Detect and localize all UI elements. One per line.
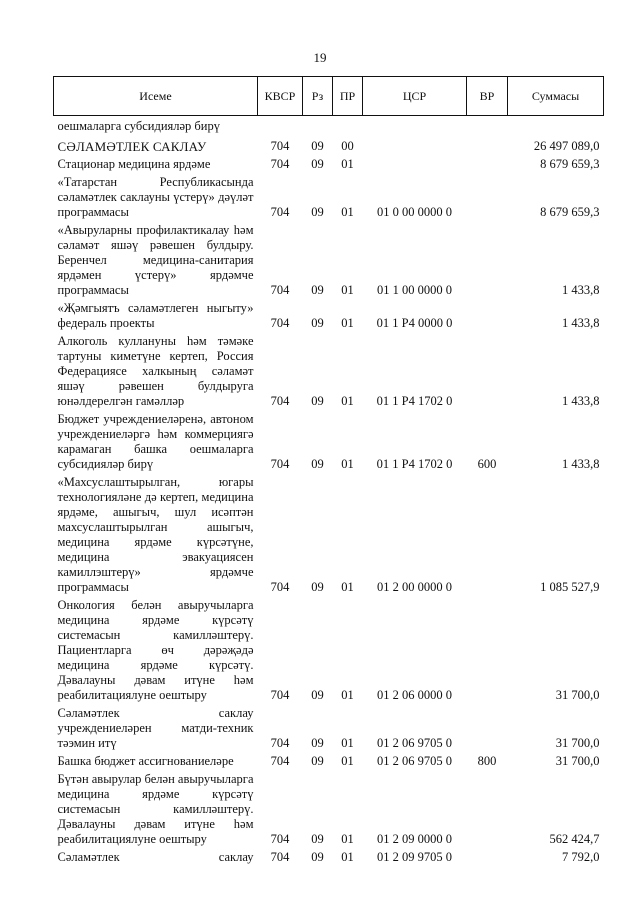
- table-row: [54, 134, 604, 154]
- row-sum: 8 679 659,3: [540, 157, 600, 171]
- row-rz: 09: [311, 316, 324, 330]
- row-rz: 09: [311, 580, 324, 594]
- row-csr: 01 2 00 0000 0: [377, 580, 452, 594]
- row-pr: 01: [341, 316, 354, 330]
- row-vr: [467, 703, 508, 751]
- row-rz: 09: [311, 832, 324, 846]
- row-rz: [303, 116, 333, 135]
- row-csr: 01 1 P4 1702 0: [376, 457, 453, 471]
- row-kvsr: 704: [270, 580, 290, 594]
- row-pr: 01: [341, 394, 354, 408]
- row-vr: 600: [477, 457, 497, 471]
- row-pr: 01: [341, 205, 354, 219]
- row-name: Бүтән авырулар белән авыручыларга медицина ярдәме күрсәтү системасын камилләштерү. Дәвалауны дәвам итүне һәм реабилитациялуне оештыру: [57, 772, 254, 846]
- table-row: [54, 116, 604, 135]
- row-csr: 01 2 06 0000 0: [377, 688, 452, 702]
- row-sum: 1 433,8: [562, 283, 600, 297]
- row-csr: 01 2 06 9705 0: [377, 736, 452, 750]
- header-rz: Рз: [303, 77, 333, 116]
- row-vr: [467, 134, 508, 154]
- row-name: Алкоголь куллануны һәм тәмәке тартуны киметүне кертеп, Россия Федерациясе халкының сәламәт яшәү рәвешен булдыруга юнәлдерелгән гамәлләр: [57, 334, 254, 408]
- row-pr: 00: [341, 139, 354, 153]
- row-sum: 31 700,0: [555, 688, 600, 702]
- row-csr: 01 1 P4 0000 0: [376, 316, 453, 330]
- row-vr: [467, 116, 508, 135]
- table-body: [54, 116, 604, 866]
- table-row: [54, 298, 604, 331]
- row-vr: [467, 847, 508, 865]
- header-sum: Суммасы: [508, 77, 604, 116]
- row-sum: 31 700,0: [555, 736, 600, 750]
- table-row: [54, 751, 604, 769]
- row-vr: [467, 154, 508, 172]
- row-pr: 01: [341, 688, 354, 702]
- row-csr: 01 2 09 9705 0: [377, 850, 452, 864]
- header-kvsr: КВСР: [258, 77, 303, 116]
- row-sum: 1 085 527,9: [540, 580, 600, 594]
- row-name: Сәламәтлек саклау учреждениеләрен матди-техник тәэмин итү: [57, 706, 254, 750]
- row-rz: 09: [311, 205, 324, 219]
- row-sum: 31 700,0: [555, 754, 600, 768]
- table-row: [54, 847, 604, 865]
- row-pr: 01: [341, 283, 354, 297]
- row-csr: 01 1 00 0000 0: [377, 283, 452, 297]
- row-name: «Җәмгыятъ сәламәтлеген ныгыту» федераль проекты: [57, 301, 254, 330]
- row-vr: 800: [477, 754, 497, 768]
- table-header: [54, 77, 604, 116]
- header-name: Исеме: [54, 77, 258, 116]
- row-name: Онкология белән авыручыларга медицина ярдәме күрсәтү системасын камилләштерү. Пациентларга өч дәрәҗәдә медицина ярдәме күрсәтү. Дәвалауны дәвам итүне һәм реабилитациялуне оештыру: [57, 598, 254, 702]
- row-sum: 7 792,0: [562, 850, 600, 864]
- row-vr: [467, 769, 508, 847]
- page-number: 19: [313, 50, 327, 65]
- row-vr: [467, 172, 508, 220]
- row-sum: 8 679 659,3: [540, 205, 600, 219]
- row-pr: 01: [341, 157, 354, 171]
- row-csr: [363, 154, 467, 172]
- table-row: [54, 703, 604, 751]
- row-kvsr: 704: [270, 457, 290, 471]
- row-csr: 01 2 09 0000 0: [377, 832, 452, 846]
- row-kvsr: 704: [270, 139, 290, 153]
- row-kvsr: 704: [270, 850, 290, 864]
- row-kvsr: 704: [270, 832, 290, 846]
- row-rz: 09: [311, 139, 324, 153]
- table-row: [54, 220, 604, 298]
- row-rz: 09: [311, 754, 324, 768]
- table-row: [54, 595, 604, 703]
- row-csr: 01 1 P4 1702 0: [376, 394, 453, 408]
- row-name: «Авыруларны профилактикалау һәм сәламәт яшәү рәвешен булдыру. Беренчел медицина-санитария ярдәмен үстерү» ярдәмче программасы: [57, 223, 254, 297]
- row-name: Бюджет учреждениеләренә, автоном учреждениеләргә һәм коммерциягә карамаган башка оешмаларга субсидияләр бирү: [57, 412, 254, 471]
- header-pr: ПР: [333, 77, 363, 116]
- row-sum: 1 433,8: [562, 457, 600, 471]
- row-name: Башка бюджет ассигнованиеләре: [57, 754, 234, 768]
- row-kvsr: 704: [270, 688, 290, 702]
- row-pr: [333, 116, 363, 135]
- row-sum: 26 497 089,0: [533, 139, 600, 153]
- row-name: оешмаларга субсидияләр бирү: [57, 119, 220, 133]
- row-name: Сәламәтлек саклау: [57, 850, 254, 864]
- row-pr: 01: [341, 754, 354, 768]
- row-pr: 01: [341, 457, 354, 471]
- row-kvsr: 704: [270, 157, 290, 171]
- table-row: [54, 331, 604, 409]
- row-kvsr: 704: [270, 736, 290, 750]
- row-pr: 01: [341, 736, 354, 750]
- budget-table: [53, 76, 604, 865]
- row-pr: 01: [341, 580, 354, 594]
- row-name: Стационар медицина ярдәме: [57, 157, 211, 171]
- table-row: [54, 472, 604, 595]
- row-vr: [467, 298, 508, 331]
- table-row: [54, 409, 604, 472]
- table-row: [54, 172, 604, 220]
- row-vr: [467, 595, 508, 703]
- row-rz: 09: [311, 283, 324, 297]
- row-rz: 09: [311, 688, 324, 702]
- row-kvsr: 704: [270, 205, 290, 219]
- row-kvsr: 704: [270, 394, 290, 408]
- row-kvsr: 704: [270, 283, 290, 297]
- row-vr: [467, 472, 508, 595]
- header-vr: ВР: [467, 77, 508, 116]
- row-vr: [467, 331, 508, 409]
- row-rz: 09: [311, 850, 324, 864]
- row-rz: 09: [311, 736, 324, 750]
- row-kvsr: 704: [270, 754, 290, 768]
- table-row: [54, 769, 604, 847]
- row-name: «Татарстан Республикасында сәламәтлек саклауны үстерү» дәүләт программасы: [57, 175, 254, 219]
- row-sum: 562 424,7: [549, 832, 600, 846]
- row-csr: [363, 134, 467, 154]
- row-rz: 09: [311, 394, 324, 408]
- row-csr: 01 2 06 9705 0: [377, 754, 452, 768]
- row-sum: [508, 116, 604, 135]
- row-kvsr: 704: [270, 316, 290, 330]
- row-rz: 09: [311, 457, 324, 471]
- row-pr: 01: [341, 832, 354, 846]
- row-name: «Махсуслаштырылган, югары технологияләне дә кертеп, медицина ярдәме, ашыгыч, шул исәптән махсуслаштырылган ашыгыч, медицина ярдәме күрсәтүне, медицина эвакуациясен камиллэштерү» ярдәмче программасы: [57, 475, 254, 594]
- row-vr: [467, 220, 508, 298]
- row-pr: 01: [341, 850, 354, 864]
- table-row: [54, 154, 604, 172]
- header-csr: ЦСР: [363, 77, 467, 116]
- row-sum: 1 433,8: [562, 316, 600, 330]
- row-csr: [363, 116, 467, 135]
- row-csr: 01 0 00 0000 0: [377, 205, 452, 219]
- row-sum: 1 433,8: [562, 394, 600, 408]
- row-name: СӘЛАМӘТЛЕК САКЛАУ: [57, 139, 207, 154]
- row-rz: 09: [311, 157, 324, 171]
- row-kvsr: [258, 116, 303, 135]
